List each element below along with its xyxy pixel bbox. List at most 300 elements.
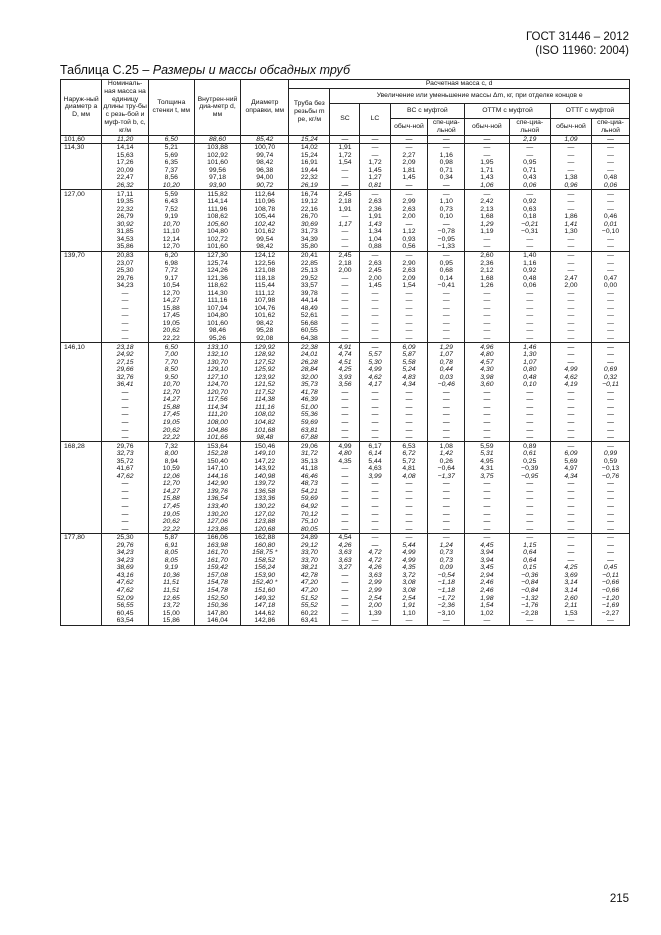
table-cell: — [330, 525, 360, 533]
table-cell: — [465, 305, 510, 313]
table-row [61, 312, 630, 320]
table-cell: — [330, 274, 360, 282]
table-cell: 10,70 [148, 381, 194, 389]
table-row [61, 579, 630, 587]
table-cell: 120,70 [194, 389, 241, 397]
table-cell: 3,69 [550, 572, 591, 580]
table-cell: 7,70 [148, 358, 194, 366]
table-cell [61, 594, 102, 602]
table-cell: −0,64 [428, 465, 465, 473]
table-cell [61, 564, 102, 572]
table-cell: 35,72 [102, 458, 149, 466]
table-cell: 1,10 [428, 198, 465, 206]
table-cell: 146,04 [194, 617, 241, 625]
table-cell: — [465, 510, 510, 518]
table-row [61, 609, 630, 617]
table-cell: 132,10 [194, 351, 241, 359]
col-ottm-regular: обыч-ной [465, 118, 510, 135]
table-cell: −0,36 [509, 572, 550, 580]
table-cell: — [592, 312, 630, 320]
table-cell: — [550, 236, 591, 244]
table-cell: — [509, 320, 550, 328]
table-cell: 143,92 [241, 465, 289, 473]
table-cell: — [102, 411, 149, 419]
table-cell: — [390, 510, 428, 518]
table-cell: — [509, 327, 550, 335]
table-cell: — [465, 320, 510, 328]
table-cell: 5,69 [148, 152, 194, 160]
table-cell: — [550, 404, 591, 412]
table-cell: 20,41 [289, 251, 330, 259]
table-cell [61, 503, 102, 511]
table-cell: — [360, 510, 390, 518]
table-cell: — [360, 320, 390, 328]
table-cell: 0,98 [428, 159, 465, 167]
table-cell: — [330, 587, 360, 595]
table-cell: 5,44 [360, 458, 390, 466]
table-cell: — [102, 503, 149, 511]
table-cell: 3,60 [465, 381, 510, 389]
table-cell: 22,85 [289, 259, 330, 267]
table-row [61, 518, 630, 526]
table-cell [61, 549, 102, 557]
table-cell: 108,62 [194, 213, 241, 221]
table-cell: 26,32 [102, 182, 149, 190]
table-cell: 48,49 [289, 305, 330, 313]
table-cell: 2,46 [465, 587, 510, 595]
table-cell: −0,66 [592, 587, 630, 595]
table-cell: 3,98 [465, 374, 510, 382]
table-cell: — [360, 305, 390, 313]
table-cell [61, 396, 102, 404]
table-cell: — [465, 335, 510, 343]
table-cell: 55,36 [289, 411, 330, 419]
table-cell: 0,34 [428, 174, 465, 182]
table-cell: — [390, 182, 428, 190]
table-cell: — [550, 503, 591, 511]
table-cell: 3,56 [330, 381, 360, 389]
table-cell: 23,07 [102, 259, 149, 267]
table-cell: 1,39 [360, 609, 390, 617]
table-cell: 127,02 [241, 510, 289, 518]
table-cell: 64,92 [289, 503, 330, 511]
table-cell: −0,78 [428, 228, 465, 236]
table-cell: 4,34 [390, 381, 428, 389]
table-cell: 1,38 [550, 174, 591, 182]
table-cell: — [509, 411, 550, 419]
col-ottg: ОТТГ с муфтой [550, 103, 629, 118]
table-cell: — [330, 411, 360, 419]
table-cell: 2,63 [390, 206, 428, 214]
table-cell: 0,99 [592, 450, 630, 458]
table-row [61, 442, 630, 450]
table-cell: 4,96 [465, 343, 510, 351]
table-cell: 133,36 [241, 495, 289, 503]
table-cell: 38,69 [102, 564, 149, 572]
table-cell: 4,62 [360, 374, 390, 382]
table-cell: — [550, 442, 591, 450]
table-cell: 10,54 [148, 282, 194, 290]
table-cell: — [390, 389, 428, 397]
table-cell: — [428, 135, 465, 144]
table-cell: — [465, 503, 510, 511]
table-body [61, 135, 630, 625]
table-cell: — [550, 152, 591, 160]
table-cell: — [330, 465, 360, 473]
table-cell [61, 182, 102, 190]
table-cell: — [330, 297, 360, 305]
table-cell: — [509, 419, 550, 427]
table-cell: 33,57 [289, 282, 330, 290]
table-cell [61, 305, 102, 313]
col-ottm: ОТТМ с муфтой [465, 103, 551, 118]
table-cell: 17,11 [102, 190, 149, 198]
table-cell: 1,15 [509, 542, 550, 550]
table-cell: — [102, 312, 149, 320]
table-cell: 7,37 [148, 167, 194, 175]
table-cell: 0,14 [428, 274, 465, 282]
table-cell: 6,50 [148, 343, 194, 351]
table-cell: 56,68 [289, 320, 330, 328]
table-cell: 11,51 [148, 587, 194, 595]
table-cell: — [360, 542, 390, 550]
table-cell: — [330, 282, 360, 290]
table-cell [61, 358, 102, 366]
table-cell: 55,52 [289, 602, 330, 610]
table-cell: — [550, 419, 591, 427]
table-cell: 42,78 [289, 572, 330, 580]
table-cell: — [509, 290, 550, 298]
table-cell: 4,80 [330, 450, 360, 458]
table-cell: — [465, 297, 510, 305]
table-cell: 4,81 [390, 465, 428, 473]
table-cell: 114,34 [194, 404, 241, 412]
table-cell: 5,59 [148, 190, 194, 198]
table-row [61, 221, 630, 229]
table-cell: — [428, 411, 465, 419]
col-outer-diameter: Наруж-ный диаметр a D, мм [61, 80, 102, 136]
table-cell: — [360, 335, 390, 343]
table-cell: −0,11 [592, 381, 630, 389]
col-lc: LC [360, 103, 390, 135]
table-cell: 147,18 [241, 602, 289, 610]
table-cell: 166,06 [194, 534, 241, 542]
table-cell [61, 174, 102, 182]
col-bc-regular: обыч-ной [390, 118, 428, 135]
table-row [61, 465, 630, 473]
table-cell: — [509, 518, 550, 526]
table-cell: −0,95 [428, 236, 465, 244]
table-cell: 12,70 [148, 480, 194, 488]
table-cell: 15,24 [289, 152, 330, 160]
table-cell: 6,98 [148, 259, 194, 267]
table-cell: 1,68 [465, 274, 510, 282]
table-cell: −1,37 [428, 473, 465, 481]
table-cell: 144,16 [194, 473, 241, 481]
table-cell: 161,70 [194, 549, 241, 557]
table-cell: 3,75 [465, 473, 510, 481]
table-cell: — [592, 159, 630, 167]
table-cell: 161,70 [194, 557, 241, 565]
table-cell: 75,10 [289, 518, 330, 526]
table-cell: 4,62 [550, 374, 591, 382]
table-cell: 1,07 [428, 351, 465, 359]
table-cell: — [509, 305, 550, 313]
table-cell: 4,35 [330, 458, 360, 466]
table-cell: 12,14 [148, 236, 194, 244]
table-cell: 47,62 [102, 473, 149, 481]
table-row [61, 450, 630, 458]
table-cell: 2,36 [465, 259, 510, 267]
table-cell: 11,51 [148, 579, 194, 587]
table-cell: 20,83 [102, 251, 149, 259]
table-cell: — [330, 434, 360, 442]
table-cell: 4,99 [330, 442, 360, 450]
table-cell: 99,74 [241, 152, 289, 160]
table-row [61, 198, 630, 206]
table-cell: — [102, 305, 149, 313]
table-cell [61, 282, 102, 290]
table-cell: — [330, 572, 360, 580]
table-row [61, 327, 630, 335]
table-cell: 39,78 [289, 290, 330, 298]
table-row [61, 206, 630, 214]
table-row [61, 480, 630, 488]
table-cell: 23,18 [102, 343, 149, 351]
table-cell: 111,96 [194, 206, 241, 214]
table-cell: — [550, 358, 591, 366]
table-cell: 140,98 [241, 473, 289, 481]
table-cell: 149,10 [241, 450, 289, 458]
table-row [61, 358, 630, 366]
table-cell [61, 159, 102, 167]
table-cell: 1,07 [509, 358, 550, 366]
table-cell: — [390, 190, 428, 198]
table-cell: — [592, 617, 630, 625]
table-row [61, 282, 630, 290]
table-cell: 1,08 [428, 442, 465, 450]
table-cell: 15,63 [102, 152, 149, 160]
table-cell: 95,28 [241, 327, 289, 335]
table-cell: 94,00 [241, 174, 289, 182]
table-cell: 5,21 [148, 144, 194, 152]
table-cell: 2,00 [390, 213, 428, 221]
table-cell: — [102, 419, 149, 427]
table-cell: 108,78 [241, 206, 289, 214]
table-cell: — [390, 312, 428, 320]
table-cell: 130,20 [194, 510, 241, 518]
table-cell: 26,79 [102, 213, 149, 221]
table-cell: 47,62 [102, 587, 149, 595]
table-cell: −1,20 [592, 594, 630, 602]
table-cell [61, 411, 102, 419]
table-cell: 1,09 [550, 135, 591, 144]
table-cell: 1,43 [465, 174, 510, 182]
table-cell: 26,70 [289, 213, 330, 221]
table-cell: — [550, 267, 591, 275]
table-cell [61, 167, 102, 175]
table-cell: 104,80 [194, 228, 241, 236]
table-cell: — [509, 312, 550, 320]
table-cell: — [428, 434, 465, 442]
table-cell: — [102, 320, 149, 328]
table-cell: — [390, 335, 428, 343]
table-cell: — [390, 411, 428, 419]
table-cell: — [550, 525, 591, 533]
table-cell: — [330, 503, 360, 511]
table-cell [61, 465, 102, 473]
table-cell: — [330, 579, 360, 587]
table-cell: 7,52 [148, 206, 194, 214]
table-cell: 152,28 [194, 450, 241, 458]
table-cell: 1,12 [390, 228, 428, 236]
table-cell: 1,26 [465, 282, 510, 290]
table-cell: — [550, 557, 591, 565]
table-cell: 139,70 [61, 251, 102, 259]
table-row [61, 135, 630, 144]
table-cell: 2,94 [465, 572, 510, 580]
table-cell: 14,02 [289, 144, 330, 152]
table-cell: 127,06 [194, 518, 241, 526]
table-cell: 1,06 [465, 182, 510, 190]
table-cell: — [550, 167, 591, 175]
table-cell [61, 290, 102, 298]
table-cell: 16,74 [289, 190, 330, 198]
table-cell: −0,84 [509, 587, 550, 595]
table-cell [61, 267, 102, 275]
table-cell: 4,30 [465, 366, 510, 374]
table-cell: — [592, 542, 630, 550]
table-cell [61, 419, 102, 427]
table-cell: — [428, 297, 465, 305]
table-cell: 0,46 [592, 213, 630, 221]
table-cell: 3,45 [465, 564, 510, 572]
table-cell: — [550, 251, 591, 259]
table-row [61, 144, 630, 152]
table-cell [61, 525, 102, 533]
table-cell: 157,08 [194, 572, 241, 580]
table-cell: 14,27 [148, 396, 194, 404]
table-cell: −0,39 [509, 465, 550, 473]
table-cell: — [330, 594, 360, 602]
table-cell: 4,51 [330, 358, 360, 366]
table-cell [61, 274, 102, 282]
table-cell: — [390, 327, 428, 335]
table-cell: — [592, 144, 630, 152]
table-cell: 4,99 [390, 549, 428, 557]
table-cell: 1,72 [360, 159, 390, 167]
table-cell: 133,40 [194, 503, 241, 511]
table-cell: — [509, 389, 550, 397]
table-cell: 19,12 [289, 198, 330, 206]
table-cell: 147,22 [241, 458, 289, 466]
table-cell: −1,18 [428, 587, 465, 595]
table-cell: — [390, 534, 428, 542]
table-cell: 28,84 [289, 366, 330, 374]
table-cell: — [102, 495, 149, 503]
table-cell: 1,41 [550, 221, 591, 229]
table-cell: — [592, 442, 630, 450]
table-cell: −2,36 [428, 602, 465, 610]
table-cell: 129,92 [241, 343, 289, 351]
table-cell: 34,39 [289, 236, 330, 244]
table-cell: — [465, 411, 510, 419]
table-cell: — [592, 510, 630, 518]
table-cell: — [550, 518, 591, 526]
table-cell: 41,67 [102, 465, 149, 473]
table-cell: — [390, 495, 428, 503]
table-cell: 0,68 [428, 267, 465, 275]
table-cell: — [428, 518, 465, 526]
table-cell: — [428, 503, 465, 511]
table-cell: — [465, 144, 510, 152]
table-cell: — [390, 480, 428, 488]
table-cell: 15,88 [148, 495, 194, 503]
table-cell: — [592, 190, 630, 198]
table-cell: 1,53 [550, 609, 591, 617]
table-cell: — [465, 534, 510, 542]
col-nominal-mass: Номиналь-ная масса на единицу длины тру-бы с резь-бой и муф-той b, c, кг/м [103, 80, 147, 134]
table-row [61, 374, 630, 382]
table-cell: 110,96 [241, 198, 289, 206]
table-cell: — [428, 144, 465, 152]
table-cell: 3,94 [465, 549, 510, 557]
table-cell: 101,62 [241, 312, 289, 320]
table-cell: — [550, 495, 591, 503]
table-cell: 3,08 [390, 587, 428, 595]
table-cell: 2,12 [465, 267, 510, 275]
table-cell: 136,54 [194, 495, 241, 503]
table-cell: — [390, 404, 428, 412]
table-cell: 111,16 [241, 404, 289, 412]
table-cell: 0,10 [509, 381, 550, 389]
table-cell: 12,70 [148, 243, 194, 251]
table-cell: 154,78 [194, 579, 241, 587]
table-cell: — [592, 243, 630, 251]
table-cell: 12,70 [148, 389, 194, 397]
table-cell: 14,14 [102, 144, 149, 152]
table-cell: 0,56 [390, 243, 428, 251]
table-cell: 114,14 [194, 198, 241, 206]
table-cell: 52,09 [102, 594, 149, 602]
table-row [61, 335, 630, 343]
table-cell: 2,00 [360, 274, 390, 282]
table-cell: 41,18 [289, 465, 330, 473]
table-cell: — [330, 167, 360, 175]
table-cell: — [509, 510, 550, 518]
table-cell: — [465, 327, 510, 335]
table-cell: 0,06 [509, 282, 550, 290]
table-row [61, 389, 630, 397]
table-cell: 1,45 [360, 167, 390, 175]
table-cell: 102,72 [194, 236, 241, 244]
table-cell: 4,99 [550, 366, 591, 374]
table-cell: 4,57 [465, 358, 510, 366]
table-cell: 5,87 [148, 534, 194, 542]
table-cell: 16,91 [289, 159, 330, 167]
table-cell: 10,36 [148, 572, 194, 580]
table-cell: 1,40 [509, 251, 550, 259]
table-cell: 4,91 [330, 343, 360, 351]
table-cell: 125,92 [241, 366, 289, 374]
table-cell: 105,60 [194, 221, 241, 229]
table-cell: — [428, 510, 465, 518]
table-cell: 2,60 [550, 594, 591, 602]
table-cell: 22,47 [102, 174, 149, 182]
table-cell: 3,99 [360, 473, 390, 481]
table-cell: — [360, 404, 390, 412]
table-cell: 114,30 [194, 290, 241, 298]
